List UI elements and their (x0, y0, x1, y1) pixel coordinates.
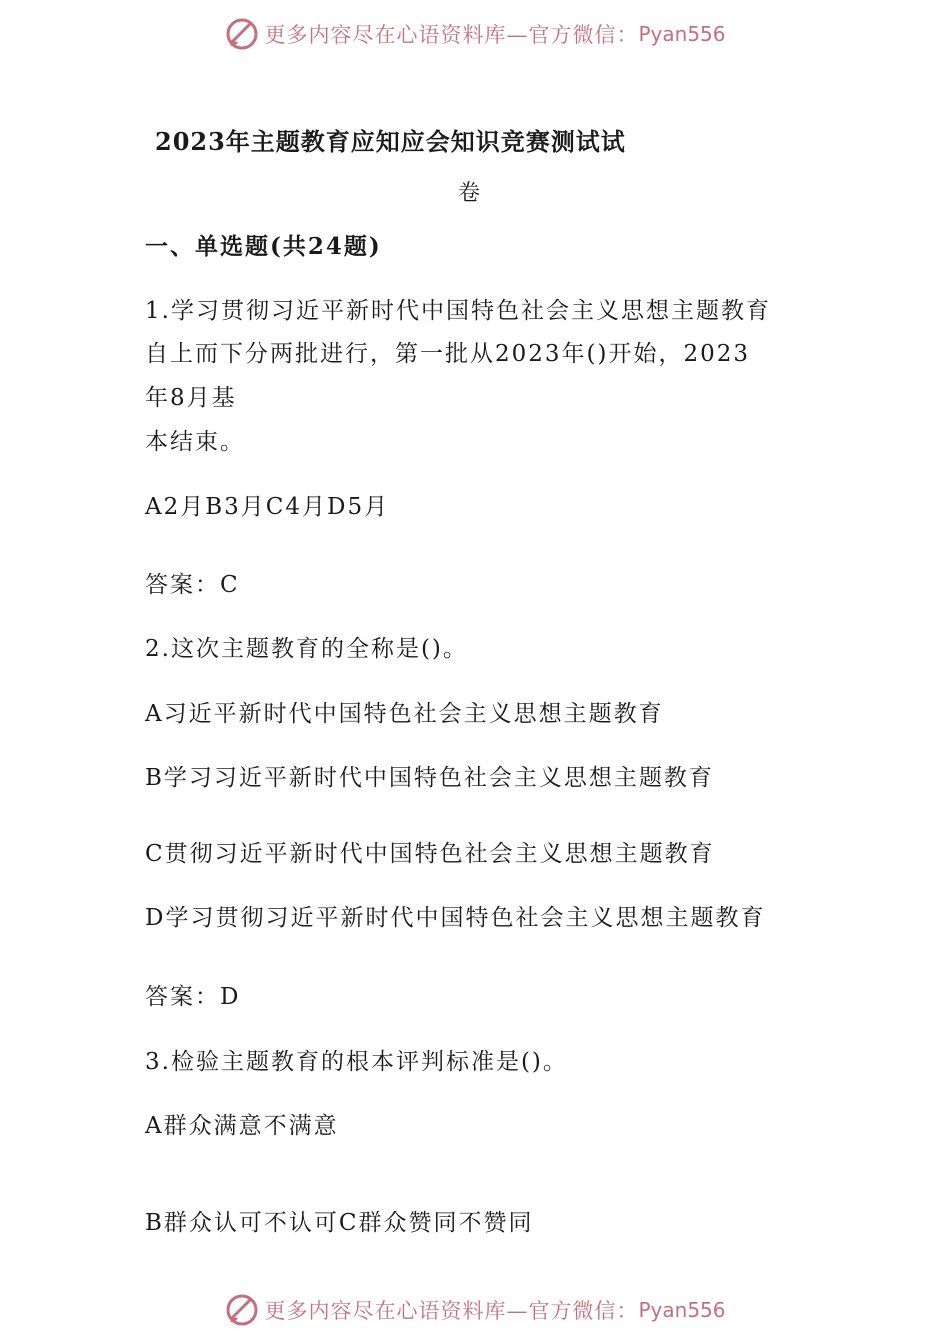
q2-option-c: C贯彻习近平新时代中国特色社会主义思想主题教育 (145, 841, 715, 867)
q2-answer: 答案：D (145, 984, 241, 1010)
q3-option-bc: B群众认可不认可C群众赞同不赞同 (145, 1210, 534, 1236)
q1-stem-line1: 1.学习贯彻习近平新时代中国特色社会主义思想主题教育 (145, 298, 771, 324)
banner-wechat-id: Pyan556 (638, 22, 726, 46)
banner-text: 更多内容尽在心语资料库—官方微信： (264, 1299, 639, 1323)
q1-stem-line2: 自上而下分两批进行，第一批从2023年()开始，2023 (145, 341, 751, 367)
q3-stem: 3.检验主题教育的根本评判标准是()。 (145, 1049, 568, 1075)
q2-stem: 2.这次主题教育的全称是()。 (145, 636, 468, 662)
q1-stem-line3: 年8月基 (145, 385, 237, 411)
q1-options: A2月B3月C4月D5月 (145, 494, 390, 520)
document-title: 2023年主题教育应知应会知识竞赛测试试 (155, 127, 626, 156)
q3-option-a: A群众满意不满意 (145, 1113, 339, 1139)
section-heading: 一、单选题(共24题) (145, 233, 382, 260)
q2-option-b: B学习习近平新时代中国特色社会主义思想主题教育 (145, 765, 714, 791)
q1-answer: 答案：C (145, 572, 240, 598)
banner-wechat-id: Pyan556 (638, 1298, 726, 1322)
document-title-wrap: 卷 (458, 181, 481, 206)
q1-stem-line4: 本结束。 (145, 429, 245, 455)
banner-text: 更多内容尽在心语资料库—官方微信： (264, 23, 639, 47)
q2-option-d: D学习贯彻习近平新时代中国特色社会主义思想主题教育 (145, 905, 766, 931)
brush-logo-icon (224, 1292, 260, 1328)
q2-option-a: A习近平新时代中国特色社会主义思想主题教育 (145, 701, 664, 727)
footer-watermark-banner (0, 1290, 950, 1330)
